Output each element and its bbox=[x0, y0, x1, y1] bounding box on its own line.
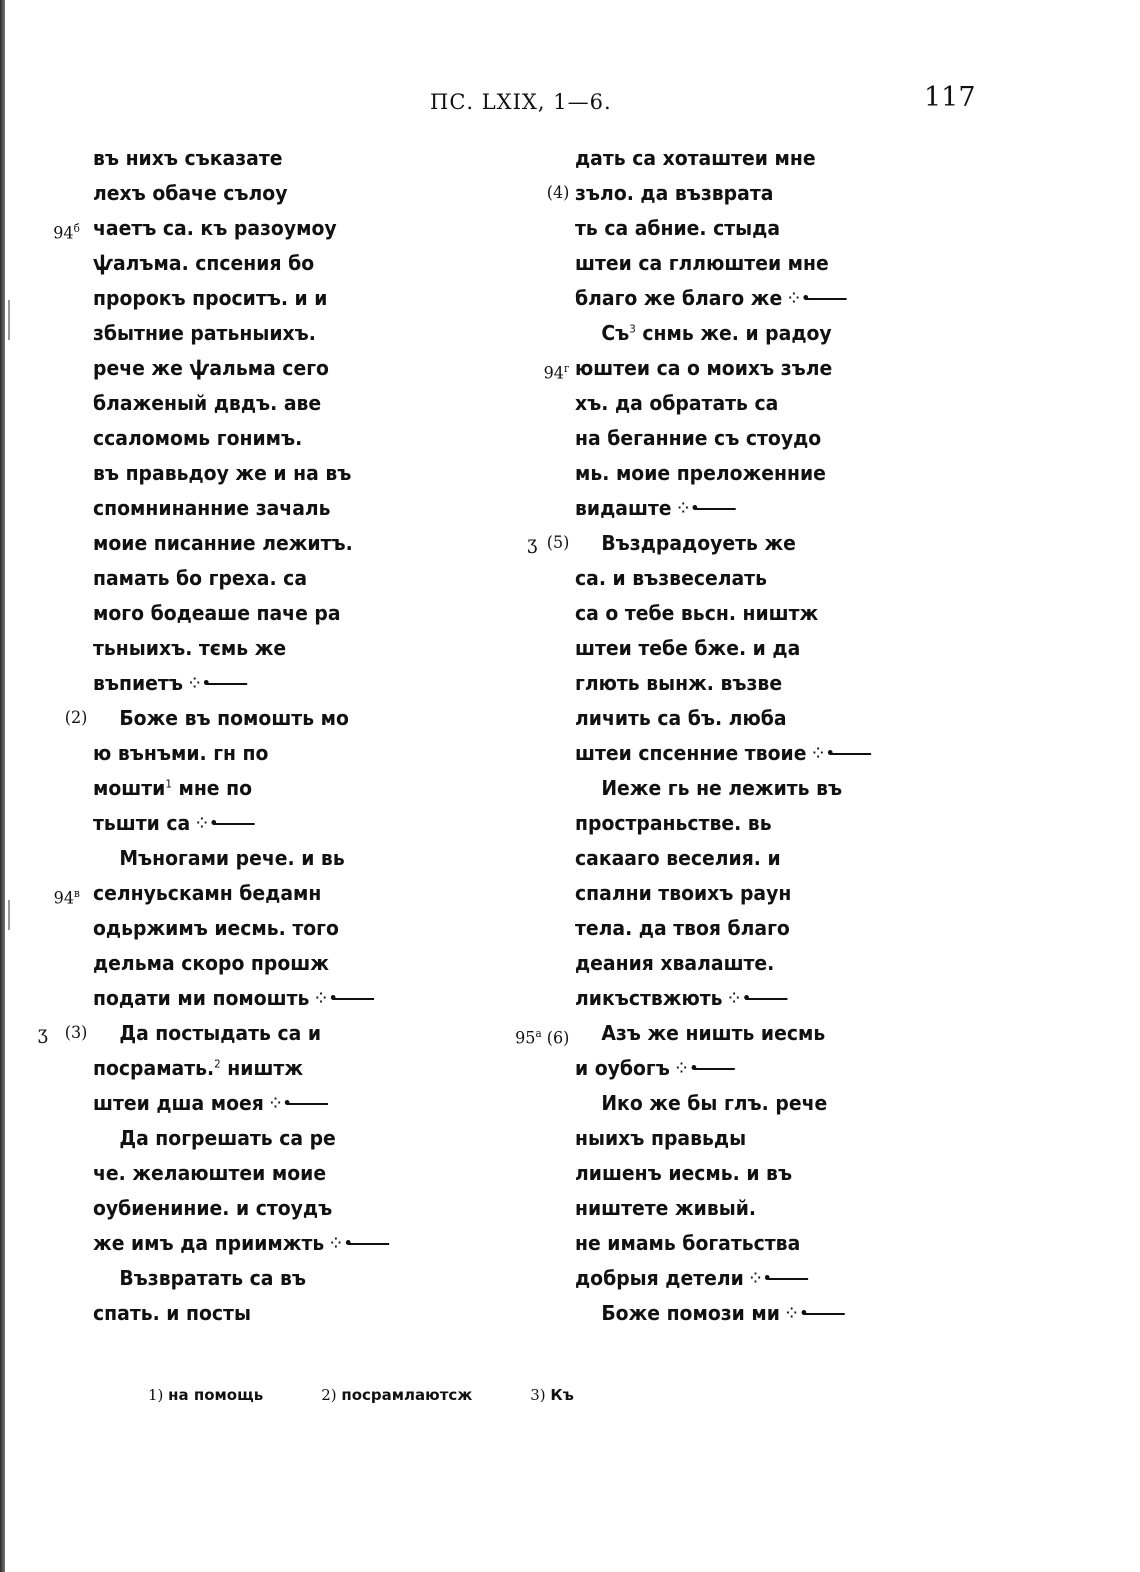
line-text: Боже помози ми bbox=[601, 1301, 780, 1325]
text-line bbox=[93, 841, 469, 876]
end-dash bbox=[693, 1068, 734, 1070]
line-text: штеи са гллюштеи мне bbox=[575, 251, 829, 275]
text-line bbox=[575, 421, 970, 456]
footnote-marker: 3 bbox=[629, 322, 636, 336]
line-text: Въздрадоуеть же bbox=[601, 531, 796, 555]
text-line bbox=[53, 211, 469, 246]
text-line bbox=[575, 141, 970, 176]
margin-reference: (3) bbox=[64, 1023, 88, 1043]
end-punctuation: ⁘ bbox=[726, 986, 743, 1010]
line-text: Ико же бы глъ. рече bbox=[601, 1091, 828, 1115]
text-line bbox=[575, 981, 970, 1016]
line-text: штеи дша моея bbox=[93, 1091, 264, 1115]
line-text: ю вънъми. гн по bbox=[93, 741, 269, 765]
text-line bbox=[93, 911, 469, 946]
right-text-column bbox=[515, 141, 995, 1331]
text-line bbox=[93, 1261, 469, 1296]
line-text: Да погрешать са ре bbox=[119, 1126, 336, 1150]
text-line bbox=[93, 806, 469, 841]
line-text: дельма скоро прошж bbox=[93, 951, 329, 975]
line-text: на беганние съ стоудо bbox=[575, 426, 822, 450]
end-punctuation: ⁘ bbox=[267, 1091, 284, 1115]
line-text: штеи тебе бже. и да bbox=[575, 636, 801, 660]
text-line bbox=[93, 1086, 469, 1121]
line-text: ликъствжють bbox=[575, 986, 723, 1010]
text-line bbox=[575, 771, 970, 806]
margin-reference: $94^б$ bbox=[53, 222, 80, 244]
line-text: ть са абние. стыда bbox=[575, 216, 781, 240]
end-dash bbox=[767, 1278, 808, 1280]
page-spine-edge bbox=[0, 0, 5, 1572]
end-punctuation: ⁘ bbox=[783, 1301, 800, 1325]
footnote-marker: 1 bbox=[165, 777, 172, 791]
end-punctuation: ⁘ bbox=[313, 986, 329, 1010]
text-line bbox=[93, 176, 469, 211]
line-text: че. желаюштеи моие bbox=[93, 1161, 327, 1185]
line-text: тела. да твоя благо bbox=[575, 916, 790, 940]
line-text: благо же благо же bbox=[575, 286, 783, 310]
text-line bbox=[93, 456, 469, 491]
line-text: въ нихъ съказате bbox=[93, 146, 283, 170]
line-text: ѱалъма. спсения бо bbox=[93, 251, 315, 275]
end-punctuation: ⁘ bbox=[673, 1056, 690, 1080]
text-line bbox=[93, 771, 469, 806]
line-text: пророкъ проситъ. и и bbox=[93, 286, 328, 310]
text-line bbox=[575, 1086, 970, 1121]
end-dash bbox=[287, 1103, 328, 1105]
line-text: добрыя детели bbox=[575, 1266, 744, 1290]
footnote-marker: 2 bbox=[214, 1057, 221, 1071]
line-text: въ правьдоу же и на въ bbox=[93, 461, 352, 485]
end-punctuation: ⁘ bbox=[675, 496, 692, 520]
text-line bbox=[93, 981, 469, 1016]
end-dash bbox=[746, 998, 787, 1000]
line-text: оубиениние. и стоудъ bbox=[93, 1196, 333, 1220]
line-text: мошти$^1$ мне по bbox=[93, 776, 253, 800]
line-text: Възвратать са въ bbox=[119, 1266, 307, 1290]
line-text: юштеи са о моихъ зъле bbox=[575, 356, 833, 380]
line-text: моие писанние лежитъ. bbox=[93, 531, 353, 555]
text-line bbox=[93, 281, 469, 316]
text-line bbox=[575, 281, 970, 316]
end-punctuation: ⁘ bbox=[193, 811, 210, 835]
margin-reference: $94^в$ bbox=[53, 887, 80, 909]
text-line bbox=[575, 806, 970, 841]
end-punctuation: ⁘ bbox=[186, 671, 203, 695]
text-line bbox=[93, 351, 469, 386]
margin-reference: (5) bbox=[546, 533, 570, 553]
text-line bbox=[93, 1191, 469, 1226]
end-dash bbox=[213, 823, 254, 825]
line-text: Иеже гь не лежить въ bbox=[601, 776, 843, 800]
line-text: Боже въ помошть мо bbox=[119, 706, 349, 730]
line-text: спални твоихъ раун bbox=[575, 881, 792, 905]
text-line bbox=[37, 1016, 469, 1051]
line-text: ништете живый. bbox=[575, 1196, 757, 1220]
end-punctuation: ⁘ bbox=[747, 1266, 764, 1290]
line-text: селнуьскамн бедамн bbox=[93, 881, 322, 905]
line-text: сакааго веселия. и bbox=[575, 846, 781, 870]
text-line bbox=[575, 666, 970, 701]
text-line bbox=[93, 386, 469, 421]
footnote: 2) посрамлаютсж bbox=[321, 1386, 473, 1404]
text-line bbox=[93, 596, 469, 631]
text-line bbox=[575, 491, 970, 526]
text-line bbox=[575, 1296, 970, 1331]
line-text: блаженый двдъ. аве bbox=[93, 391, 322, 415]
text-line bbox=[93, 1156, 469, 1191]
line-text: спать. и посты bbox=[93, 1301, 251, 1325]
end-punctuation: ⁘ bbox=[328, 1231, 344, 1255]
text-line bbox=[93, 946, 469, 981]
end-punctuation: ⁘ bbox=[785, 286, 802, 310]
text-line bbox=[575, 1191, 970, 1226]
text-line bbox=[53, 876, 469, 911]
text-line bbox=[575, 386, 970, 421]
line-text: зъло. да възврата bbox=[575, 181, 774, 205]
margin-reference: (4) bbox=[546, 183, 570, 203]
line-text: Азъ же ништь иесмь bbox=[601, 1021, 826, 1045]
end-dash bbox=[803, 1313, 844, 1315]
text-line bbox=[575, 1261, 970, 1296]
margin-mark: ʒ bbox=[37, 1022, 48, 1044]
line-text: штеи спсенние твоие bbox=[575, 741, 807, 765]
line-text: и оубогъ bbox=[575, 1056, 670, 1080]
text-line bbox=[527, 526, 970, 561]
margin-reference: $94^г$ bbox=[543, 362, 570, 384]
line-text: са о тебе вьсн. ништж bbox=[575, 601, 819, 625]
line-text: спомнинанние зачаль bbox=[93, 496, 331, 520]
text-line bbox=[575, 1121, 970, 1156]
text-line bbox=[93, 1226, 469, 1261]
end-dash bbox=[695, 508, 736, 510]
text-line bbox=[543, 351, 970, 386]
text-line bbox=[546, 176, 970, 211]
line-text: одьржимъ иесмь. того bbox=[93, 916, 339, 940]
text-line bbox=[93, 1121, 469, 1156]
end-dash bbox=[348, 1243, 389, 1245]
text-line bbox=[575, 561, 970, 596]
left-text-column bbox=[37, 141, 493, 1331]
text-line bbox=[575, 631, 970, 666]
text-line bbox=[93, 631, 469, 666]
text-line bbox=[93, 526, 469, 561]
end-dash bbox=[206, 683, 247, 685]
end-punctuation: ⁘ bbox=[810, 741, 826, 765]
text-line bbox=[93, 141, 469, 176]
end-dash bbox=[830, 753, 871, 755]
text-line bbox=[93, 1051, 469, 1086]
text-line bbox=[575, 876, 970, 911]
line-text: памать бо греха. са bbox=[93, 566, 308, 590]
text-line bbox=[93, 246, 469, 281]
text-line bbox=[93, 561, 469, 596]
footnote: 3) Къ bbox=[530, 1386, 574, 1404]
line-text: ссаломомь гонимъ. bbox=[93, 426, 303, 450]
footnotes bbox=[148, 1386, 632, 1404]
line-text: хъ. да обратать са bbox=[575, 391, 779, 415]
text-line bbox=[93, 736, 469, 771]
text-line bbox=[93, 316, 469, 351]
text-line bbox=[575, 1051, 970, 1086]
text-line bbox=[93, 666, 469, 701]
footnote: 1) на помощь bbox=[148, 1386, 264, 1404]
line-text: мого бодеаше паче ра bbox=[93, 601, 341, 625]
end-dash bbox=[333, 998, 374, 1000]
page-number: 117 bbox=[924, 82, 976, 113]
line-text: Да постыдать са и bbox=[119, 1021, 321, 1045]
line-text: въпиетъ bbox=[93, 671, 183, 695]
line-text: ныихъ правьды bbox=[575, 1126, 747, 1150]
line-text: личить са бъ. люба bbox=[575, 706, 787, 730]
line-text: посрамать.$^2$ ништж bbox=[93, 1056, 304, 1080]
text-line bbox=[515, 1016, 970, 1051]
text-line bbox=[575, 911, 970, 946]
line-text: чаетъ са. къ разоумоу bbox=[93, 216, 337, 240]
line-text: подати ми помошть bbox=[93, 986, 310, 1010]
text-line bbox=[575, 736, 970, 771]
text-line bbox=[575, 1226, 970, 1261]
line-text: же имъ да приимжть bbox=[93, 1231, 325, 1255]
margin-mark: ʒ bbox=[527, 532, 538, 554]
text-line bbox=[93, 1296, 469, 1331]
text-line bbox=[575, 316, 970, 351]
text-line bbox=[575, 211, 970, 246]
text-line bbox=[575, 701, 970, 736]
line-text: Съ$^3$ снмь же. и радоу bbox=[601, 321, 832, 345]
end-dash bbox=[805, 298, 846, 300]
text-line bbox=[64, 701, 469, 736]
margin-reference: (2) bbox=[64, 708, 88, 728]
spine-speck bbox=[8, 900, 10, 930]
text-line bbox=[93, 491, 469, 526]
line-text: рече же ѱальма сего bbox=[93, 356, 329, 380]
line-text: пространьстве. вь bbox=[575, 811, 772, 835]
text-line bbox=[575, 596, 970, 631]
line-text: са. и възвеселать bbox=[575, 566, 767, 590]
line-text: дать са хоташтеи мне bbox=[575, 146, 816, 170]
line-text: тьныихъ. тємь же bbox=[93, 636, 287, 660]
spine-speck bbox=[8, 300, 10, 340]
line-text: тьшти са bbox=[93, 811, 191, 835]
line-text: глють вынж. възве bbox=[575, 671, 783, 695]
line-text: лишенъ иесмь. и въ bbox=[575, 1161, 793, 1185]
margin-reference: $95^а$ (6) bbox=[515, 1027, 570, 1049]
line-text: лехъ обаче сълоу bbox=[93, 181, 288, 205]
text-line bbox=[575, 841, 970, 876]
line-text: не имамь богатьства bbox=[575, 1231, 801, 1255]
line-text: збытние ратьныихъ. bbox=[93, 321, 316, 345]
line-text: видаште bbox=[575, 496, 672, 520]
text-line bbox=[575, 946, 970, 981]
text-line bbox=[93, 421, 469, 456]
running-header: ПС. LXIX, 1—6. bbox=[430, 90, 612, 114]
line-text: Мъногами рече. и вь bbox=[119, 846, 345, 870]
line-text: мь. моие преложенние bbox=[575, 461, 826, 485]
line-text: деания хвалаште. bbox=[575, 951, 775, 975]
text-line bbox=[575, 1156, 970, 1191]
text-line bbox=[575, 246, 970, 281]
text-line bbox=[575, 456, 970, 491]
